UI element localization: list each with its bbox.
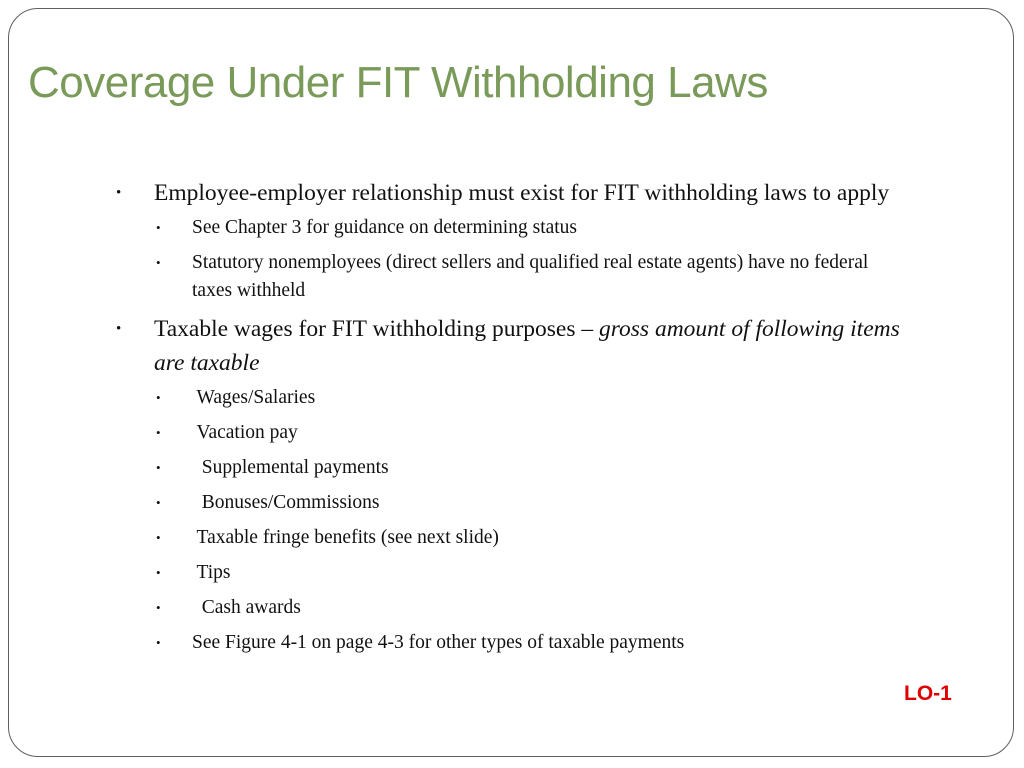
bullet-icon: • xyxy=(116,321,122,337)
bullet-icon: • xyxy=(156,460,161,475)
sub-bullet-text: Supplemental payments xyxy=(192,457,389,478)
sub-bullet-text: Tips xyxy=(192,562,231,583)
bullet-text: Taxable wages for FIT withholding purposes – xyxy=(154,316,599,342)
bullet-icon: • xyxy=(156,255,161,270)
bullet-icon: • xyxy=(156,600,161,615)
bullet-icon: • xyxy=(156,220,161,235)
sub-bullet-chapter-3 xyxy=(112,214,902,242)
sub-bullet-bonuses-commissions xyxy=(112,489,902,517)
bullet-text: Employee-employer relationship must exist for FIT withholding laws to apply xyxy=(154,180,890,206)
bullet-icon: • xyxy=(156,425,161,440)
sub-bullet-text: See Figure 4-1 on page 4-3 for other types of taxable payments xyxy=(192,632,685,653)
sub-bullet-text: Wages/Salaries xyxy=(192,387,316,408)
sub-bullet-supplemental-payments xyxy=(112,454,902,482)
bullet-icon: • xyxy=(156,390,161,405)
sub-bullet-tips xyxy=(112,559,902,587)
sub-bullet-text: Bonuses/Commissions xyxy=(192,492,380,513)
slide-title: Coverage Under FIT Withholding Laws xyxy=(28,58,768,107)
sub-bullet-vacation-pay xyxy=(112,419,902,447)
sub-bullet-taxable-fringe-benefits xyxy=(112,524,902,552)
bullet-icon: • xyxy=(156,635,161,650)
sub-list-status xyxy=(112,214,902,305)
bullet-icon: • xyxy=(156,530,161,545)
bullet-employee-employer xyxy=(112,176,902,210)
sub-list-taxable-items xyxy=(112,384,902,657)
sub-bullet-text: See Chapter 3 for guidance on determining status xyxy=(192,217,578,238)
bullet-icon: • xyxy=(156,495,161,510)
sub-bullet-text: Taxable fringe benefits (see next slide) xyxy=(192,527,499,548)
learning-objective-badge: LO-1 xyxy=(904,682,952,705)
sub-bullet-text: Vacation pay xyxy=(192,422,298,443)
sub-bullet-cash-awards xyxy=(112,594,902,622)
slide-content xyxy=(112,176,902,664)
bullet-icon: • xyxy=(156,565,161,580)
bullet-icon: • xyxy=(116,185,122,201)
sub-bullet-statutory-nonemployees xyxy=(112,249,902,305)
bullet-taxable-wages xyxy=(112,312,902,380)
sub-bullet-wages-salaries xyxy=(112,384,902,412)
sub-bullet-text: Cash awards xyxy=(192,597,301,618)
sub-bullet-figure-4-1 xyxy=(112,629,902,657)
bullet-italic-text: gross amount of following items are taxable xyxy=(154,316,900,376)
sub-bullet-text: Statutory nonemployees (direct sellers and qualified real estate agents) have no federal taxes withheld xyxy=(192,252,869,301)
